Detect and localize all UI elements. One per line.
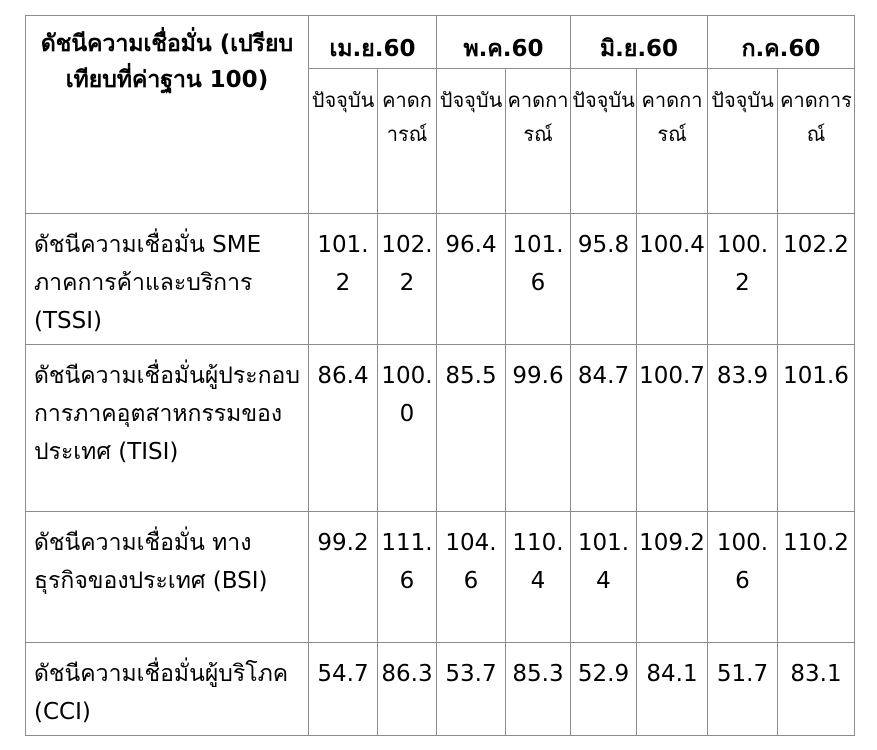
table-cell: 99.2 <box>309 512 378 643</box>
header-row-months <box>26 16 855 69</box>
row-label: ดัชนีความเชื่อมั่นผู้บริโภค (CCI) <box>26 643 309 736</box>
table-cell: 100.0 <box>378 345 437 512</box>
table-cell: 51.7 <box>708 643 778 736</box>
table-cell: 86.4 <box>309 345 378 512</box>
table-cell: 86.3 <box>378 643 437 736</box>
subheader-current: ปัจจุบัน <box>437 69 506 214</box>
header-month-apr: เม.ย.60 <box>309 16 437 69</box>
header-title: ดัชนีความเชื่อมั่น (เปรียบเทียบที่ค่าฐาน 100) <box>26 16 309 214</box>
table-cell: 53.7 <box>437 643 506 736</box>
subheader-current: ปัจจุบัน <box>708 69 778 214</box>
header-month-jul: ก.ค.60 <box>708 16 855 69</box>
table-cell: 54.7 <box>309 643 378 736</box>
subheader-current: ปัจจุบัน <box>571 69 637 214</box>
subheader-forecast: คาดการณ์ <box>506 69 571 214</box>
table-row-bsi <box>26 512 855 643</box>
table-cell: 99.6 <box>506 345 571 512</box>
table-cell: 110.2 <box>778 512 855 643</box>
table-cell: 83.9 <box>708 345 778 512</box>
row-label: ดัชนีความเชื่อมั่น SME ภาคการค้าและบริการ (TSSI) <box>26 214 309 345</box>
subheader-forecast: คาดการณ์ <box>778 69 855 214</box>
table-cell: 84.1 <box>637 643 708 736</box>
header-month-may: พ.ค.60 <box>437 16 571 69</box>
row-label: ดัชนีความเชื่อมั่น ทางธุรกิจของประเทศ (BSI) <box>26 512 309 643</box>
table-cell: 101.6 <box>778 345 855 512</box>
table-row-tssi <box>26 214 855 345</box>
table-cell: 83.1 <box>778 643 855 736</box>
table-cell: 101.2 <box>309 214 378 345</box>
table-cell: 104.6 <box>437 512 506 643</box>
table-cell: 100.7 <box>637 345 708 512</box>
table-cell: 101.6 <box>506 214 571 345</box>
confidence-index-table <box>25 15 855 736</box>
table-cell: 95.8 <box>571 214 637 345</box>
table-cell: 109.2 <box>637 512 708 643</box>
row-label: ดัชนีความเชื่อมั่นผู้ประกอบการภาคอุตสาหกรรมของประเทศ (TISI) <box>26 345 309 512</box>
table-cell: 110.4 <box>506 512 571 643</box>
table-cell: 96.4 <box>437 214 506 345</box>
table-cell: 100.4 <box>637 214 708 345</box>
table-row-cci <box>26 643 855 736</box>
table-cell: 102.2 <box>378 214 437 345</box>
table-cell: 111.6 <box>378 512 437 643</box>
subheader-forecast: คาดการณ์ <box>637 69 708 214</box>
table-row-tisi <box>26 345 855 512</box>
table-cell: 84.7 <box>571 345 637 512</box>
subheader-forecast: คาดการณ์ <box>378 69 437 214</box>
table-cell: 102.2 <box>778 214 855 345</box>
confidence-index-table-container <box>25 15 855 736</box>
table-cell: 100.2 <box>708 214 778 345</box>
table-cell: 100.6 <box>708 512 778 643</box>
subheader-current: ปัจจุบัน <box>309 69 378 214</box>
header-month-jun: มิ.ย.60 <box>571 16 708 69</box>
table-cell: 85.3 <box>506 643 571 736</box>
table-cell: 52.9 <box>571 643 637 736</box>
table-cell: 85.5 <box>437 345 506 512</box>
table-cell: 101.4 <box>571 512 637 643</box>
